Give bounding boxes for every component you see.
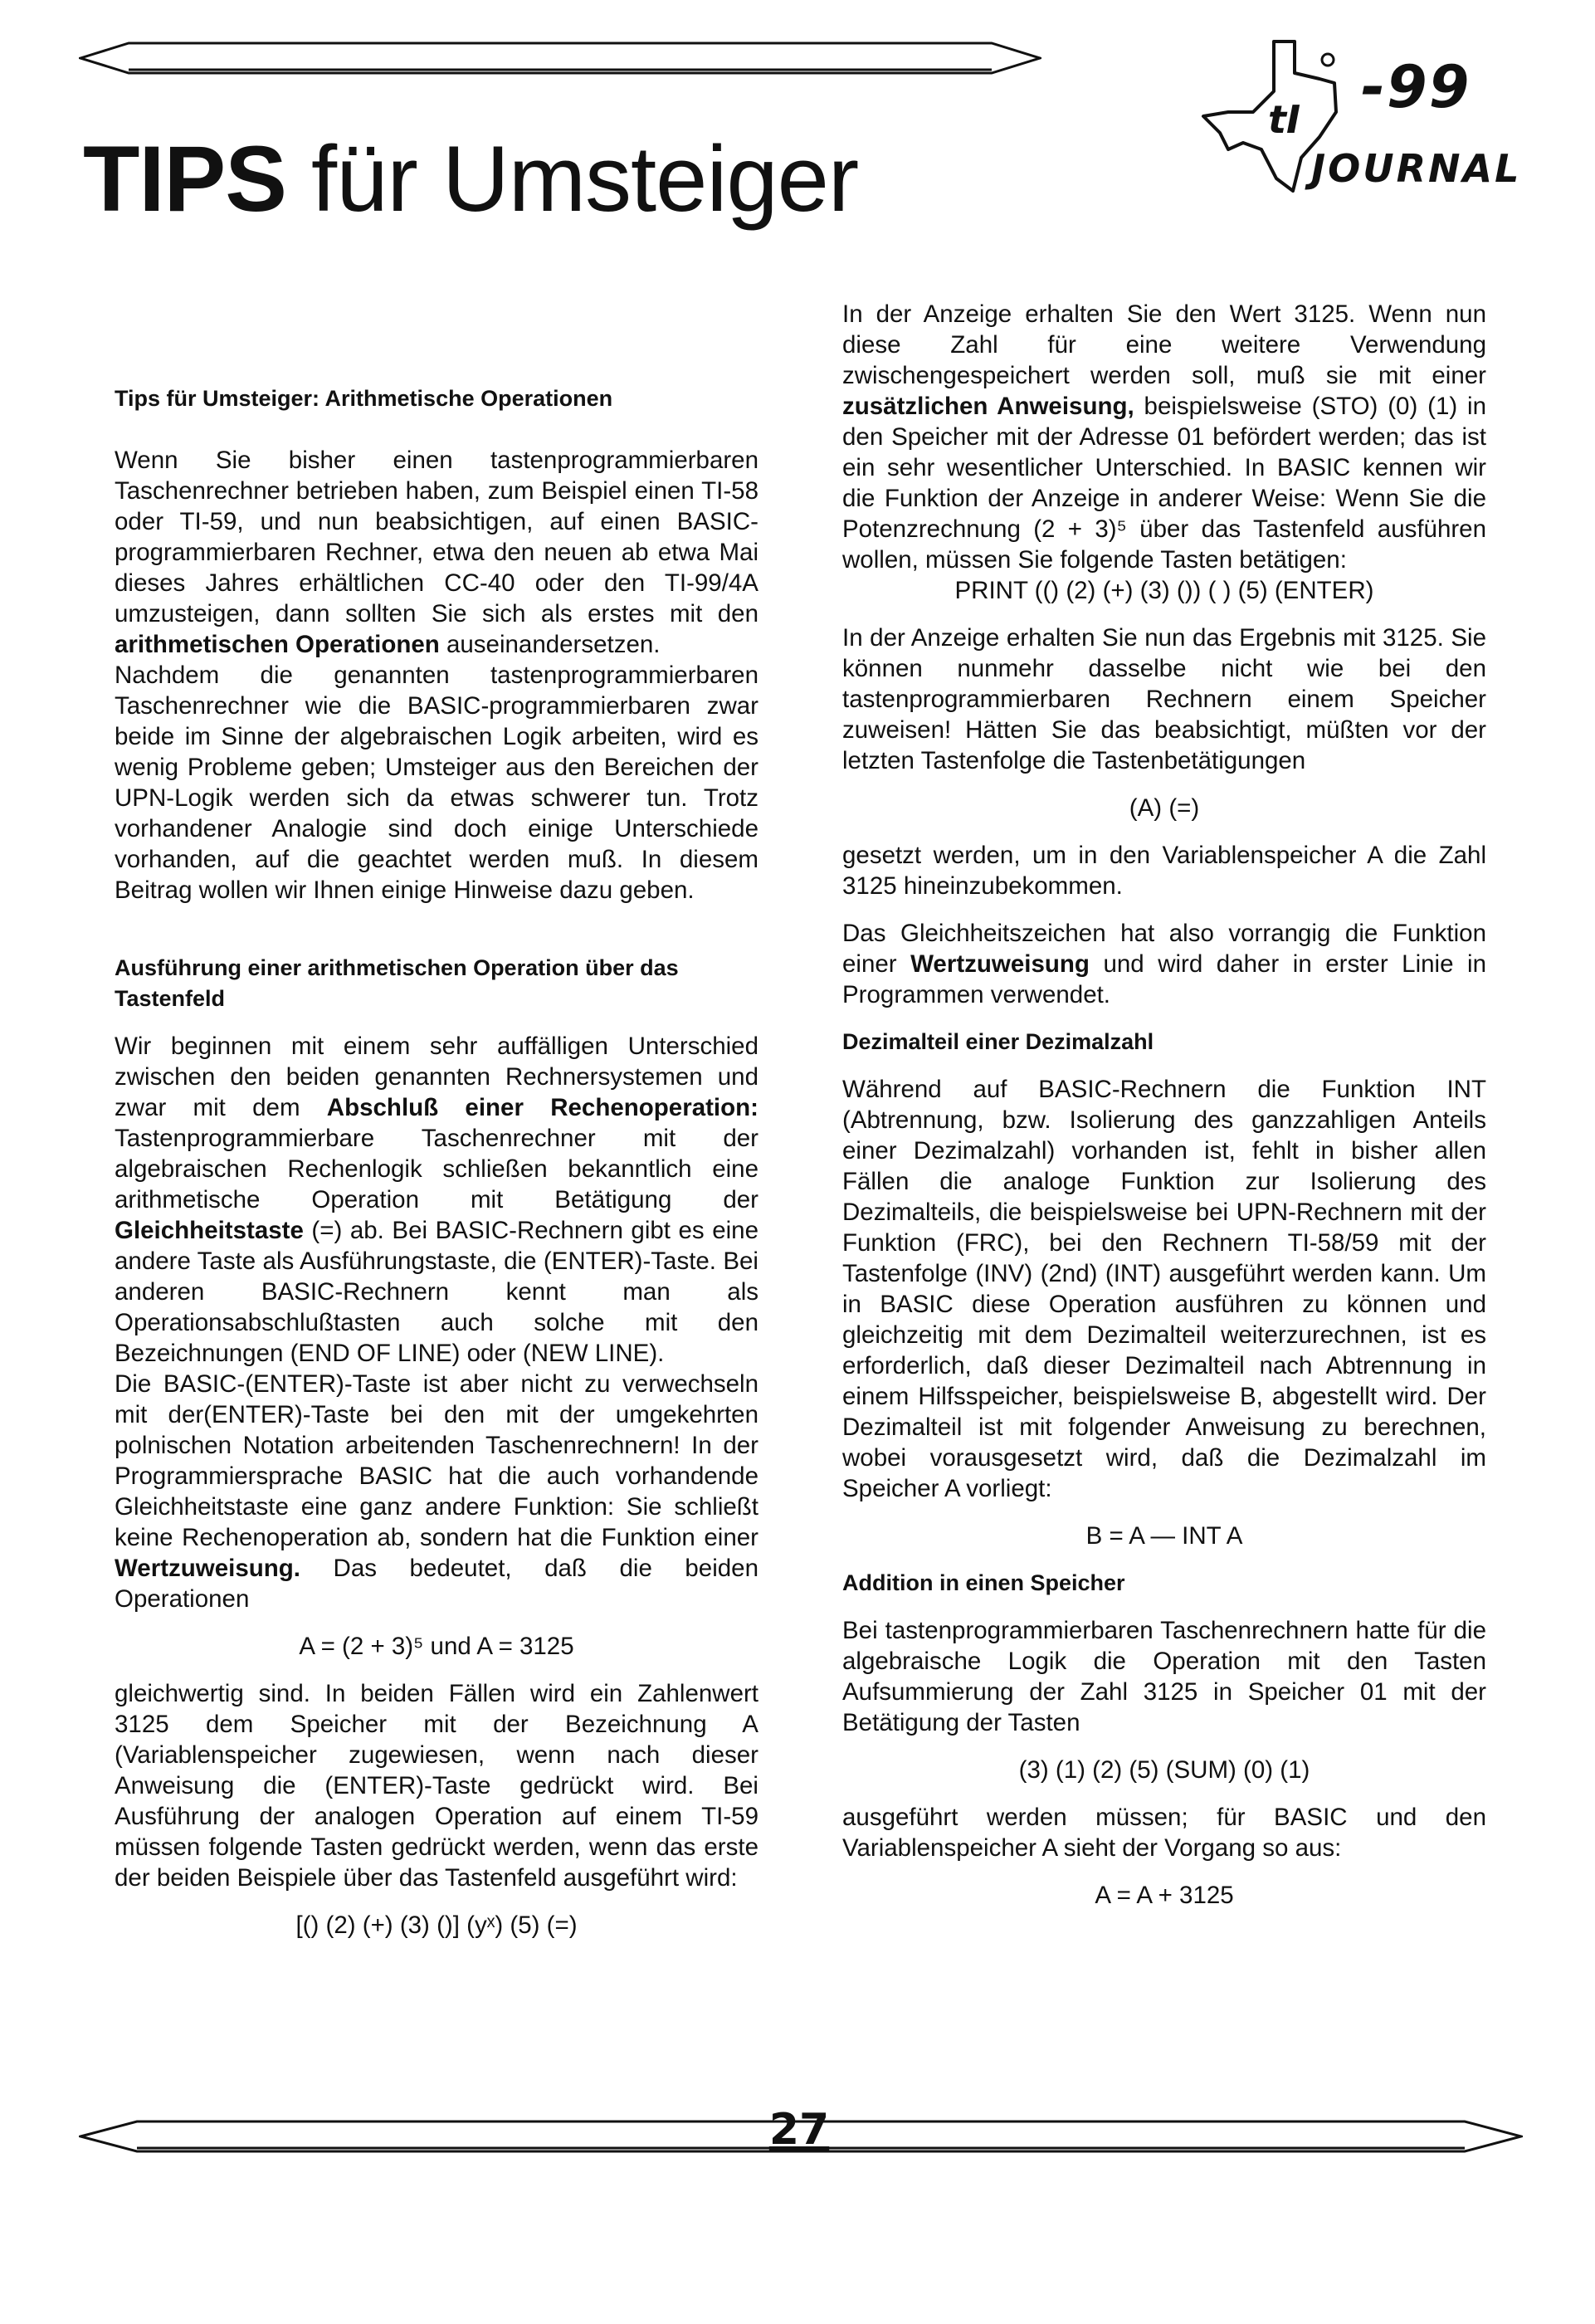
page-title xyxy=(83,127,859,231)
formula-a-equals: (A) (=) xyxy=(1129,794,1200,822)
paragraph-logic: Nachdem die genannten tastenprogrammierbaren Taschenrechner wie die BASIC-programmierbaren zwar beide im Sinne der algebraischen Logik arbeiten, wird es wenig Probleme geben; Umsteiger aus den Bereichen der UPN-Logik werden sich da etwas schwerer tun. Trotz vorhandener Analogie sind doch einige Unterschiede vorhanden, auf die geachtet werden muß. In diesem Beitrag wollen wir Ihnen einige Hinweise dazu geben. xyxy=(115,662,758,904)
paragraph-result: In der Anzeige erhalten Sie nun das Ergebnis mit 3125. Sie können nunmehr dasselbe nicht wie bei den tastenprogrammierbaren Rechnern einem Speicher zuweisen! Hätten Sie das beabsichtigt, müßten vor der letzten Tastenfolge die Tastenbetätigungen xyxy=(842,624,1486,774)
intro-paragraph: Wenn Sie bisher einen tastenprogrammierbaren Taschenrechner betrieben haben, zum Beispiel einen TI-58 oder TI-59, und nun beabsichtigen, auf einen BASIC-programmierbaren Rechner, etwa den neuen ab etwa Mai dieses Jahres erhältlichen CC-40 oder den TI-99/4A umzusteigen, dann sollten Sie sich als erstes mit den arithmetischen Operationen auseinandersetzen. xyxy=(115,447,758,658)
paragraph-display-value: In der Anzeige erhalten Sie den Wert 3125. Wenn nun diese Zahl für eine weitere Verwendung zwischengespeichert werden soll, muß sie mit einer zusätzlichen Anweisung, beispielsweise (STO) (0) (1) in den Speicher mit der Adresse 01 befördert werden; das ist ein sehr wesentlicher Unterschied. In BASIC kennen wir die Funktion der Anzeige in anderer Weise: Wenn Sie die Potenzrechnung (2 + 3)⁵ über das Tastenfeld ausführen wollen, müssen Sie folgende Tasten betätigen: xyxy=(842,300,1486,574)
logo-journal-word: JOURNAL xyxy=(1311,146,1522,191)
left-column xyxy=(115,383,758,1941)
paragraph-variable-store: gesetzt werden, um in den Variablenspeicher A die Zahl 3125 hineinzubekommen. xyxy=(842,842,1486,900)
formula-decimal: B = A — INT A xyxy=(1085,1522,1243,1550)
formula-basic-sum: A = A + 3125 xyxy=(1095,1882,1234,1909)
section-heading-arithmetic: Tips für Umsteiger: Arithmetische Operationen xyxy=(115,386,613,411)
right-column xyxy=(842,299,1486,1911)
logo-number: -99 xyxy=(1361,53,1471,121)
top-arrow-rule xyxy=(79,40,1041,76)
paragraph-equivalent: gleichwertig sind. In beiden Fällen wird ein Zahlenwert 3125 dem Speicher mit der Bezeichnung A (Variablenspeicher zugewiesen, wenn nach dieser Anweisung die (ENTER)-Taste gedrückt wird. Bei Ausführung der analogen Operation auf einem TI-59 müssen folgende Tasten gedrückt werden, wenn das erste der beiden Beispiele über das Tastenfeld ausgeführt wird: xyxy=(115,1680,758,1892)
svg-text:tI: tI xyxy=(1268,97,1301,142)
section-heading-addition: Addition in einen Speicher xyxy=(842,1570,1125,1595)
formula-print-keys: PRINT (() (2) (+) (3) ()) ( ) (5) (ENTER) xyxy=(954,577,1374,604)
formula-sum-keys: (3) (1) (2) (5) (SUM) (0) (1) xyxy=(1018,1756,1310,1784)
paragraph-basic-sum: ausgeführt werden müssen; für BASIC und den Variablenspeicher A sieht der Vorgang so aus: xyxy=(842,1804,1486,1862)
formula-equivalence: A = (2 + 3)⁵ und A = 3125 xyxy=(299,1633,574,1660)
formula-ti59-keys: [() (2) (+) (3) ()] (yˣ) (5) (=) xyxy=(295,1911,578,1939)
title-bold: TIPS xyxy=(83,127,286,231)
title-rest: für Umsteiger xyxy=(285,127,859,231)
paragraph-assignment: Die BASIC-(ENTER)-Taste ist aber nicht zu verwechseln mit der(ENTER)-Taste bei den mit der umgekehrten polnischen Notation arbeitenden Taschenrechnern! In der Programmiersprache BASIC hat die auch vorhandende Gleichheitstaste eine ganz andere Funktion: Sie schließt keine Rechenoperation ab, sondern hat die Funktion einer Wertzuweisung. Das bedeutet, daß die beiden Operationen xyxy=(115,1370,758,1613)
paragraph-enter-key: Wir beginnen mit einem sehr auffälligen Unterschied zwischen den beiden genannten Rechnersystemen und zwar mit dem Abschluß einer Rechenoperation: Tastenprogrammierbare Taschenrechner mit der algebraischen Rechenlogik schließen bekanntlich eine arithmetische Operation mit Betätigung der Gleichheitstaste (=) ab. Bei BASIC-Rechnern gibt es eine andere Taste als Ausführungstaste, die (ENTER)-Taste. Bei anderen BASIC-Rechnern kennt man als Operationsabschlußtasten auch solche mit den Bezeichnungen (END OF LINE) oder (NEW LINE). xyxy=(115,1033,758,1367)
section-heading-keyboard: Ausführung einer arithmetischen Operation über das Tastenfeld xyxy=(115,955,679,1011)
section-heading-decimal: Dezimalteil einer Dezimalzahl xyxy=(842,1029,1154,1054)
paragraph-decimal-part: Während auf BASIC-Rechnern die Funktion INT (Abtrennung, bzw. Isolierung des ganzzahligen Anteils einer Dezimalzahl) vorhanden ist, fehlt in bisher allen Fällen die analoge Funktion zur Isolierung des Dezimalteils, die beispielsweise bei UPN-Rechnern mit der Funktion (FRC), bei den Rechnern TI-58/59 mit der Tastenfolge (INV) (2nd) (INT) ausgeführt werden kann. Um in BASIC diese Operation ausführen zu können und gleichzeitig mit dem Dezimalteil weiterzurechnen, ist es erforderlich, daß dieser Dezimalteil nach Abtrennung in einem Hilfsspeicher, beispielsweise B, abgestellt wird. Der Dezimalteil ist mit folgender Anweisung zu berechnen, wobei vorausgesetzt wird, daß die Dezimalzahl im Speicher A vorliegt: xyxy=(842,1076,1486,1502)
page-number: 27 xyxy=(768,2105,830,2155)
paragraph-addition: Bei tastenprogrammierbaren Taschenrechnern hatte für die algebraische Logik die Operation mit den Tasten Aufsummierung der Zahl 3125 in Speicher 01 mit der Betätigung der Tasten xyxy=(842,1617,1486,1736)
paragraph-equals-sign: Das Gleichheitszeichen hat also vorrangig die Funktion einer Wertzuweisung und wird daher in erster Linie in Programmen verwendet. xyxy=(842,920,1486,1008)
